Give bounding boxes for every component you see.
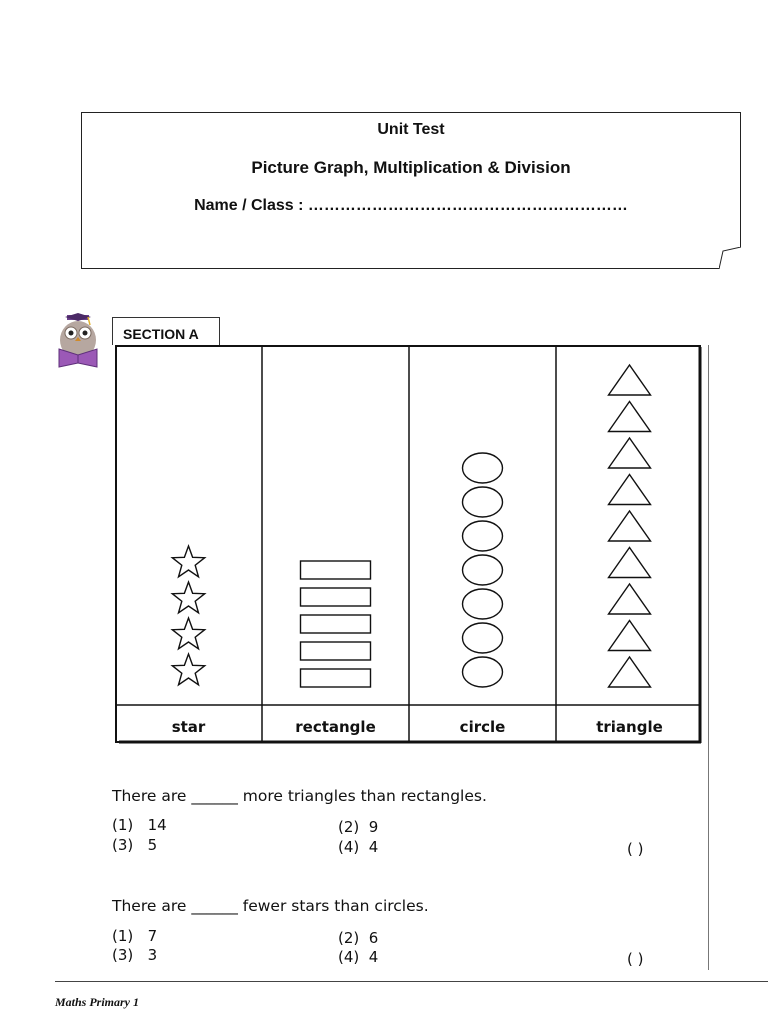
question-1-option-4[interactable]: (4) 4 xyxy=(338,838,379,856)
question-2-option-1[interactable]: (1) 7 xyxy=(112,927,158,945)
category-label-star: star xyxy=(171,718,206,736)
question-1-option-1[interactable]: (1) 14 xyxy=(112,816,167,834)
question-2-option-4[interactable]: (4) 4 xyxy=(338,948,379,966)
picture-graph-svg xyxy=(115,345,703,745)
picture-graph xyxy=(115,345,703,745)
question-2-answer-box[interactable]: ( ) xyxy=(627,950,644,968)
owl-reading-icon xyxy=(55,313,105,369)
question-2-option-3[interactable]: (3) 3 xyxy=(112,946,158,964)
category-label-triangle: triangle xyxy=(596,718,663,736)
question-2-option-2[interactable]: (2) 6 xyxy=(338,929,379,947)
question-2-text: There are ______ fewer stars than circles. xyxy=(112,897,429,915)
category-label-rectangle: rectangle xyxy=(295,718,376,736)
page-margin-rule xyxy=(708,345,709,970)
page-fold-icon xyxy=(719,247,741,269)
test-subtitle: Picture Graph, Multiplication & Division xyxy=(251,158,571,177)
test-title: Unit Test xyxy=(377,121,445,138)
name-class-line[interactable]: Name / Class : …………………………………………………… xyxy=(194,197,628,214)
question-1-option-2[interactable]: (2) 9 xyxy=(338,818,379,836)
question-1-text: There are ______ more triangles than rectangles. xyxy=(112,787,487,805)
title-box xyxy=(81,112,741,269)
category-label-circle: circle xyxy=(459,718,506,736)
section-label: SECTION A xyxy=(112,317,220,345)
footer-divider xyxy=(55,981,768,982)
question-1-option-3[interactable]: (3) 5 xyxy=(112,836,158,854)
footer-label: Maths Primary 1 xyxy=(55,995,140,1009)
question-1-answer-box[interactable]: ( ) xyxy=(627,840,644,858)
